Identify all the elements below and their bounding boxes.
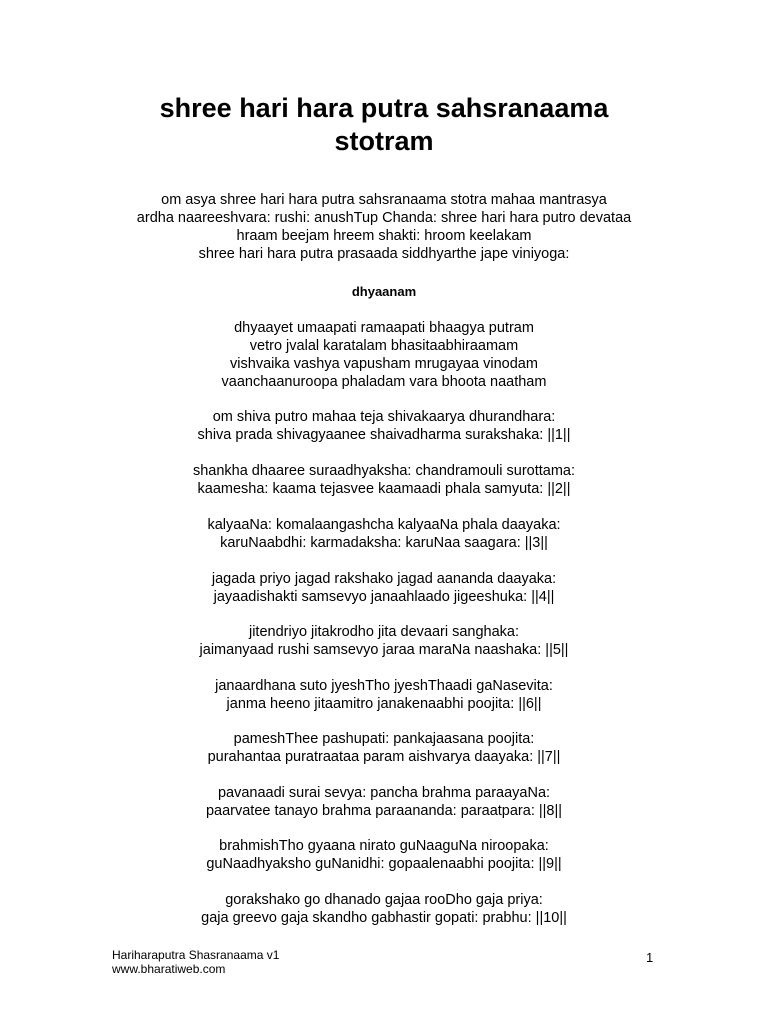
verse-line: shankha dhaaree suraadhyaksha: chandramouli surottama: xyxy=(192,463,576,479)
verse-line: paarvatee tanayo brahma paraananda: paraatpara: ||8|| xyxy=(205,803,563,819)
footer-info xyxy=(112,948,279,976)
verse-1 xyxy=(0,408,768,444)
verse-line: pameshThee pashupati: pankajaasana poojita: xyxy=(233,731,535,747)
intro-line: om asya shree hari hara putra sahsranaama stotra mahaa mantrasya xyxy=(161,192,607,208)
footer-website: www.bharatiweb.com xyxy=(112,962,226,976)
verse-line: janaardhana suto jyeshTho jyeshThaadi gaNasevita: xyxy=(215,678,553,694)
verse-8 xyxy=(0,784,768,820)
verse-2 xyxy=(0,462,768,498)
verse-line: purahantaa puratraataa param aishvarya daayaka: ||7|| xyxy=(207,749,561,765)
verse-line: janma heeno jitaamitro janakenaabhi poojita: ||6|| xyxy=(226,696,542,712)
verse-line: jagada priyo jagad rakshako jagad aananda daayaka: xyxy=(211,571,557,587)
dhyaanam-line: vetro jvalal karatalam bhasitaabhiraamam xyxy=(249,338,519,354)
dhyaanam-line: dhyaayet umaapati ramaapati bhaagya putram xyxy=(234,320,534,336)
dhyaanam-paragraph xyxy=(0,319,768,391)
verse-10 xyxy=(0,891,768,927)
verse-9 xyxy=(0,837,768,873)
page-title xyxy=(0,92,768,158)
title-line-2: stotram xyxy=(334,126,434,156)
verse-4 xyxy=(0,570,768,606)
verse-7 xyxy=(0,730,768,766)
title-line-1: shree hari hara putra sahsranaama xyxy=(159,93,609,123)
verse-5 xyxy=(0,623,768,659)
verse-line: gaja greevo gaja skandho gabhastir gopati: prabhu: ||10|| xyxy=(201,910,567,926)
page-number: 1 xyxy=(646,950,654,965)
verse-line: shiva prada shivagyaanee shaivadharma surakshaka: ||1|| xyxy=(197,427,571,443)
footer-doc-name: Hariharaputra Shasranaama v1 xyxy=(112,948,280,962)
intro-line: shree hari hara putra prasaada siddhyarthe jape viniyoga: xyxy=(198,246,570,262)
verse-line: brahmishTho gyaana nirato guNaaguNa niroopaka: xyxy=(219,838,549,854)
intro-paragraph xyxy=(0,191,768,263)
verse-line: karuNaabdhi: karmadaksha: karuNaa saagara: ||3|| xyxy=(220,535,548,551)
dhyaanam-line: vaanchaanuroopa phaladam vara bhoota naatham xyxy=(221,374,547,390)
verse-6 xyxy=(0,677,768,713)
verse-line: gorakshako go dhanado gajaa rooDho gaja priya: xyxy=(225,892,543,908)
verse-line: kalyaaNa: komalaangashcha kalyaaNa phala daayaka: xyxy=(207,517,561,533)
verse-line: om shiva putro mahaa teja shivakaarya dhurandhara: xyxy=(212,409,556,425)
verse-line: guNaadhyaksho guNanidhi: gopaalenaabhi poojita: ||9|| xyxy=(206,856,562,872)
verse-3 xyxy=(0,516,768,552)
verse-line: jaimanyaad rushi samsevyo jaraa maraNa naashaka: ||5|| xyxy=(199,642,569,658)
intro-line: ardha naareeshvara: rushi: anushTup Chanda: shree hari hara putro devataa xyxy=(136,210,632,226)
verse-line: kaamesha: kaama tejasvee kaamaadi phala samyuta: ||2|| xyxy=(197,481,571,497)
verse-line: jitendriyo jitakrodho jita devaari sanghaka: xyxy=(248,624,520,640)
verse-line: pavanaadi surai sevya: pancha brahma paraayaNa: xyxy=(217,785,551,801)
section-heading: dhyaanam xyxy=(351,284,417,299)
verse-line: jayaadishakti samsevyo janaahlaado jigeeshuka: ||4|| xyxy=(213,589,555,605)
dhyaanam-line: vishvaika vashya vapusham mrugayaa vinodam xyxy=(230,356,538,372)
intro-line: hraam beejam hreem shakti: hroom keelakam xyxy=(236,228,532,244)
